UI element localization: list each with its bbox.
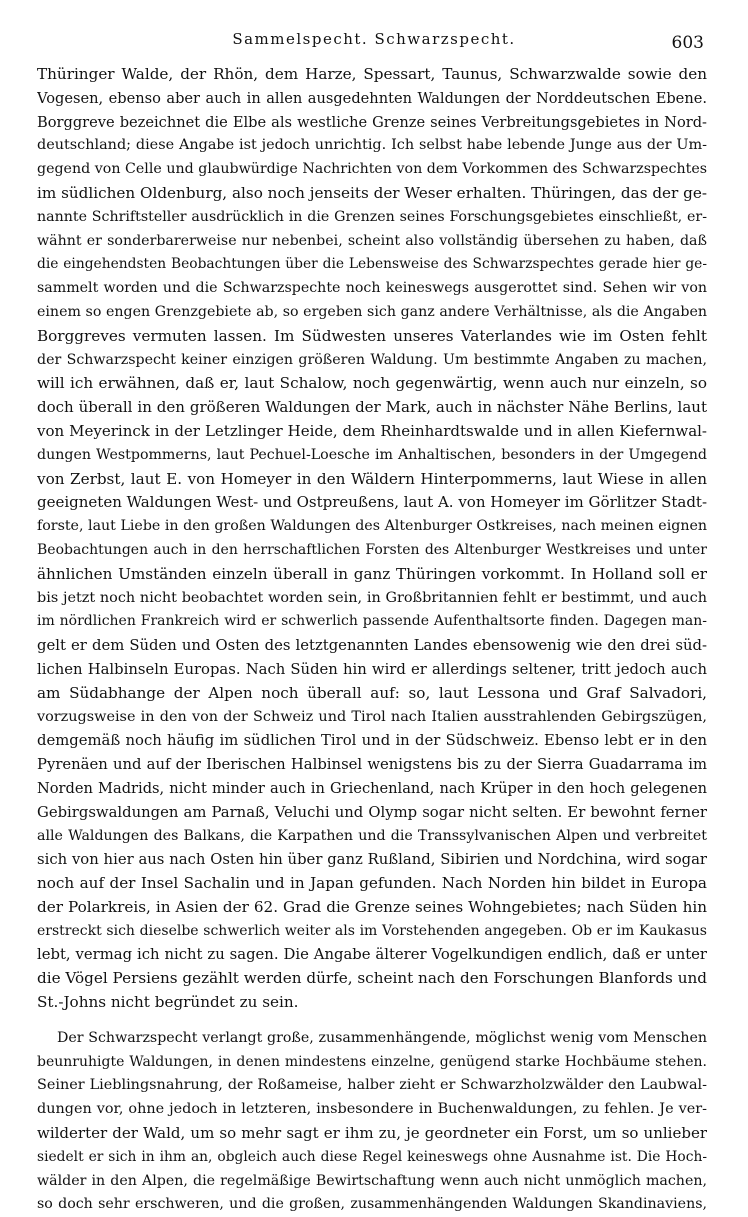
paragraph-habitat [37, 1027, 707, 1217]
text-line: der Polarkreis, in Asien der 62. Grad die Grenze seines Wohngebietes; nach Süden hin [37, 897, 707, 916]
text-line: sich von hier aus nach Osten hin über ganz Rußland, Sibirien und Nordchina, wird sogar [37, 851, 707, 869]
text-line: geeigneten Waldungen West- und Ostpreußens, laut A. von Homeyer im Görlitzer Stadt- [37, 493, 707, 512]
text-line: wilderter der Wald, um so mehr sagt er ihm zu, je geordneter ein Forst, um so unlieber [37, 1124, 707, 1143]
text-line: Seiner Lieblingsnahrung, der Roßameise, halber zieht er Schwarzholzwälder den Laubwal- [37, 1077, 707, 1094]
text-line: alle Waldungen des Balkans, die Karpathen und die Transsylvanischen Alpen und verbreitet [37, 827, 707, 844]
text-line: im südlichen Oldenburg, also noch jenseits der Weser erhalten. Thüringen, das der ge- [37, 183, 707, 202]
text-line: St.-Johns nicht begründet zu sein. [37, 993, 299, 1012]
text-line: von Meyerinck in der Letzlinger Heide, dem Rheinhardtswalde und in allen Kiefernwal- [37, 421, 707, 440]
text-line: Borggreve bezeichnet die Elbe als westliche Grenze seines Verbreitungsgebietes in Nord- [37, 113, 707, 131]
text-line: so doch sehr erschweren, und die großen, zusammenhängenden Waldungen Skandinaviens, [37, 1196, 707, 1213]
text-line: noch auf der Insel Sachalin und in Japan gefunden. Nach Norden hin bildet in Europa [37, 874, 707, 893]
text-line: nannte Schriftsteller ausdrücklich in die Grenzen seines Forschungsgebietes einschließt, er- [37, 208, 707, 225]
text-line: wähnt er sonderbarerweise nur nebenbei, scheint also vollständig übersehen zu haben, daß [37, 232, 707, 249]
text-line: ähnlichen Umständen einzeln überall in ganz Thüringen vorkommt. In Holland soll er [37, 564, 707, 583]
text-line: Thüringer Walde, der Rhön, dem Harze, Spessart, Taunus, Schwarzwalde sowie den [37, 65, 707, 83]
text-line: dungen vor, ohne jedoch in letzteren, insbesondere in Buchenwaldungen, zu fehlen. Je ver- [37, 1101, 707, 1118]
text-line: am Südabhange der Alpen noch überall auf: so, laut Lessona und Graf Salvadori, [37, 683, 707, 702]
text-line: lebt, vermag ich nicht zu sagen. Die Angabe älterer Vogelkundigen endlich, daß er unter [37, 946, 707, 964]
text-line: deutschland; diese Angabe ist jedoch unrichtig. Ich selbst habe lebende Junge aus der Um- [37, 137, 707, 154]
page-number: 603 [671, 33, 704, 53]
text-line: wälder in den Alpen, die regelmäßige Bewirtschaftung wenn auch nicht unmöglich machen, [37, 1172, 707, 1189]
text-line: Der Schwarzspecht verlangt große, zusammenhängende, möglichst wenig vom Menschen [57, 1029, 707, 1046]
text-line: Gebirgswaldungen am Parnaß, Veluchi und Olymp sogar nicht selten. Er bewohnt ferner [37, 803, 707, 821]
text-line: doch überall in den größeren Waldungen der Mark, auch in nächster Nähe Berlins, laut [37, 398, 707, 417]
text-line: demgemäß noch häufig im südlichen Tirol und in der Südschweiz. Ebenso lebt er in den [37, 732, 707, 750]
text-line: lichen Halbinseln Europas. Nach Süden hin wird er allerdings seltener, tritt jedoch auch [37, 660, 707, 678]
text-line: Norden Madrids, nicht minder auch in Griechenland, nach Krüper in den hoch gelegenen [37, 779, 707, 797]
text-line: der Schwarzspecht keiner einzigen größeren Waldung. Um bestimmte Angaben zu machen, [37, 351, 707, 368]
text-line: will ich erwähnen, daß er, laut Schalow, noch gegenwärtig, wenn auch nur einzeln, so [37, 374, 707, 393]
text-line: gegend von Celle und glaubwürdige Nachrichten von dem Vorkommen des Schwarzspechtes [37, 161, 707, 178]
text-line: Vogesen, ebenso aber auch in allen ausgedehnten Waldungen der Norddeutschen Ebene. [37, 89, 707, 107]
text-line: die eingehendsten Beobachtungen über die Lebensweise des Schwarzspechtes gerade hier ge- [37, 256, 707, 273]
text-line: beunruhigte Waldungen, in denen mindestens einzelne, genügend starke Hochbäume stehen. [37, 1053, 707, 1070]
text-line: vorzugsweise in den von der Schweiz und Tirol nach Italien ausstrahlenden Gebirgszügen, [37, 708, 707, 725]
text-line: einem so engen Grenzgebiete ab, so ergeben sich ganz andere Verhältnisse, als die Angaben [37, 303, 707, 320]
body-text [37, 63, 707, 1217]
text-line: die Vögel Persiens gezählt werden dürfe, scheint nach den Forschungen Blanfords und [37, 969, 707, 988]
text-line: erstreckt sich dieselbe schwerlich weiter als im Vorstehenden angegeben. Ob er im Kaukasus [37, 922, 707, 939]
text-line: forste, laut Liebe in den großen Waldungen des Altenburger Ostkreises, nach meinen eignen [37, 518, 707, 535]
text-line: Pyrenäen und auf der Iberischen Halbinsel wenigstens bis zu der Sierra Guadarrama im [37, 756, 707, 774]
text-line: dungen Westpommerns, laut Pechuel-Loesche im Anhaltischen, besonders in der Umgegend [37, 446, 707, 463]
text-line: Borggreves vermuten lassen. Im Südwesten unseres Vaterlandes wie im Osten fehlt [37, 326, 707, 345]
text-line: siedelt er sich in ihm an, obgleich auch diese Regel keineswegs ohne Ausnahme ist. Die Hoch- [37, 1148, 707, 1165]
text-line: Beobachtungen auch in den herrschaftlichen Forsten des Altenburger Westkreises und unter [37, 541, 707, 558]
text-line: im nördlichen Frankreich wird er schwerlich passende Aufenthaltsorte finden. Dagegen man- [37, 613, 707, 630]
text-line: sammelt worden und die Schwarzspechte noch keineswegs ausgerottet sind. Sehen wir von [37, 280, 707, 297]
paragraph-distribution [37, 63, 707, 1015]
text-line: von Zerbst, laut E. von Homeyer in den Wäldern Hinterpommerns, laut Wiese in allen [37, 469, 707, 488]
text-line: gelt er dem Süden und Osten des letztgenannten Landes ebensowenig wie den drei süd- [37, 637, 707, 655]
running-title: Sammelspecht. Schwarzspecht. [232, 30, 516, 48]
text-line: bis jetzt noch nicht beobachtet worden sein, in Großbritannien fehlt er bestimmt, und auch [37, 589, 707, 606]
